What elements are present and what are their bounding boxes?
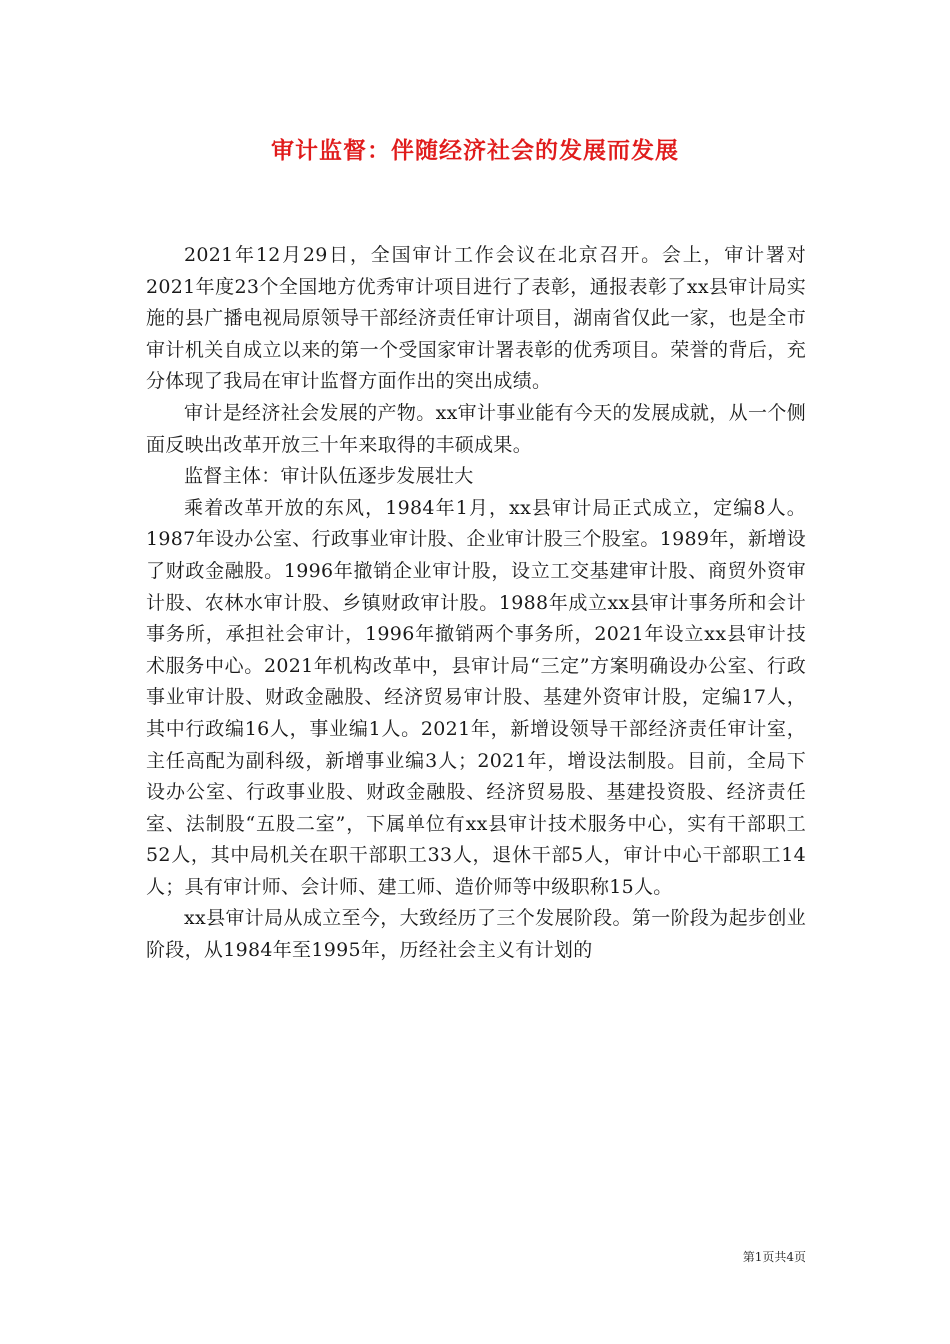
document-body [146,240,806,967]
paragraph: xx县审计局从成立至今，大致经历了三个发展阶段。第一阶段为起步创业阶段，从1984年至1995年，历经社会主义有计划的 [146,907,806,962]
page-number: 第1页共4页 [742,1250,806,1264]
paragraph: 乘着改革开放的东风，1984年1月，xx县审计局正式成立，定编8人。1987年设办公室、行政事业审计股、企业审计股三个股室。1989年，新增设了财政金融股。1996年撤销企业审计股，设立工交基建审计股、商贸外资审计股、农林水审计股、乡镇财政审计股。1988年成立xx县审计事务所和会计事务所，承担社会审计，1996年撤销两个事务所，2021年设立xx县审计技术服务中心。2021年机构改革中，县审计局“三定”方案明确设办公室、行政事业审计股、财政金融股、经济贸易审计股、基建外资审计股，定编17人，其中行政编16人，事业编1人。2021年，新增设领导干部经济责任审计室，主任高配为副科级，新增事业编3人；2021年，增设法制股。目前，全局下设办公室、行政事业股、财政金融股、经济贸易股、基建投资股、经济责任室、法制股“五股二室”，下属单位有xx县审计技术服务中心，实有干部职工52人，其中局机关在职干部职工33人，退休干部5人，审计中心干部职工14人；具有审计师、会计师、建工师、造价师等中级职称15人。 [146,496,806,898]
section-heading: 监督主体：审计队伍逐步发展壮大 [184,465,474,488]
document-title: 审计监督：伴随经济社会的发展而发展 [271,138,679,164]
paragraph: 2021年12月29日，全国审计工作会议在北京召开。会上，审计署对2021年度23个全国地方优秀审计项目进行了表彰，通报表彰了xx县审计局实施的县广播电视局原领导干部经济责任审计项目，湖南省仅此一家，也是全市审计机关自成立以来的第一个受国家审计署表彰的优秀项目。荣誉的背后，充分体现了我局在审计监督方面作出的突出成绩。 [146,244,806,393]
paragraph: 审计是经济社会发展的产物。xx审计事业能有今天的发展成就，从一个侧面反映出改革开放三十年来取得的丰硕成果。 [146,401,806,456]
